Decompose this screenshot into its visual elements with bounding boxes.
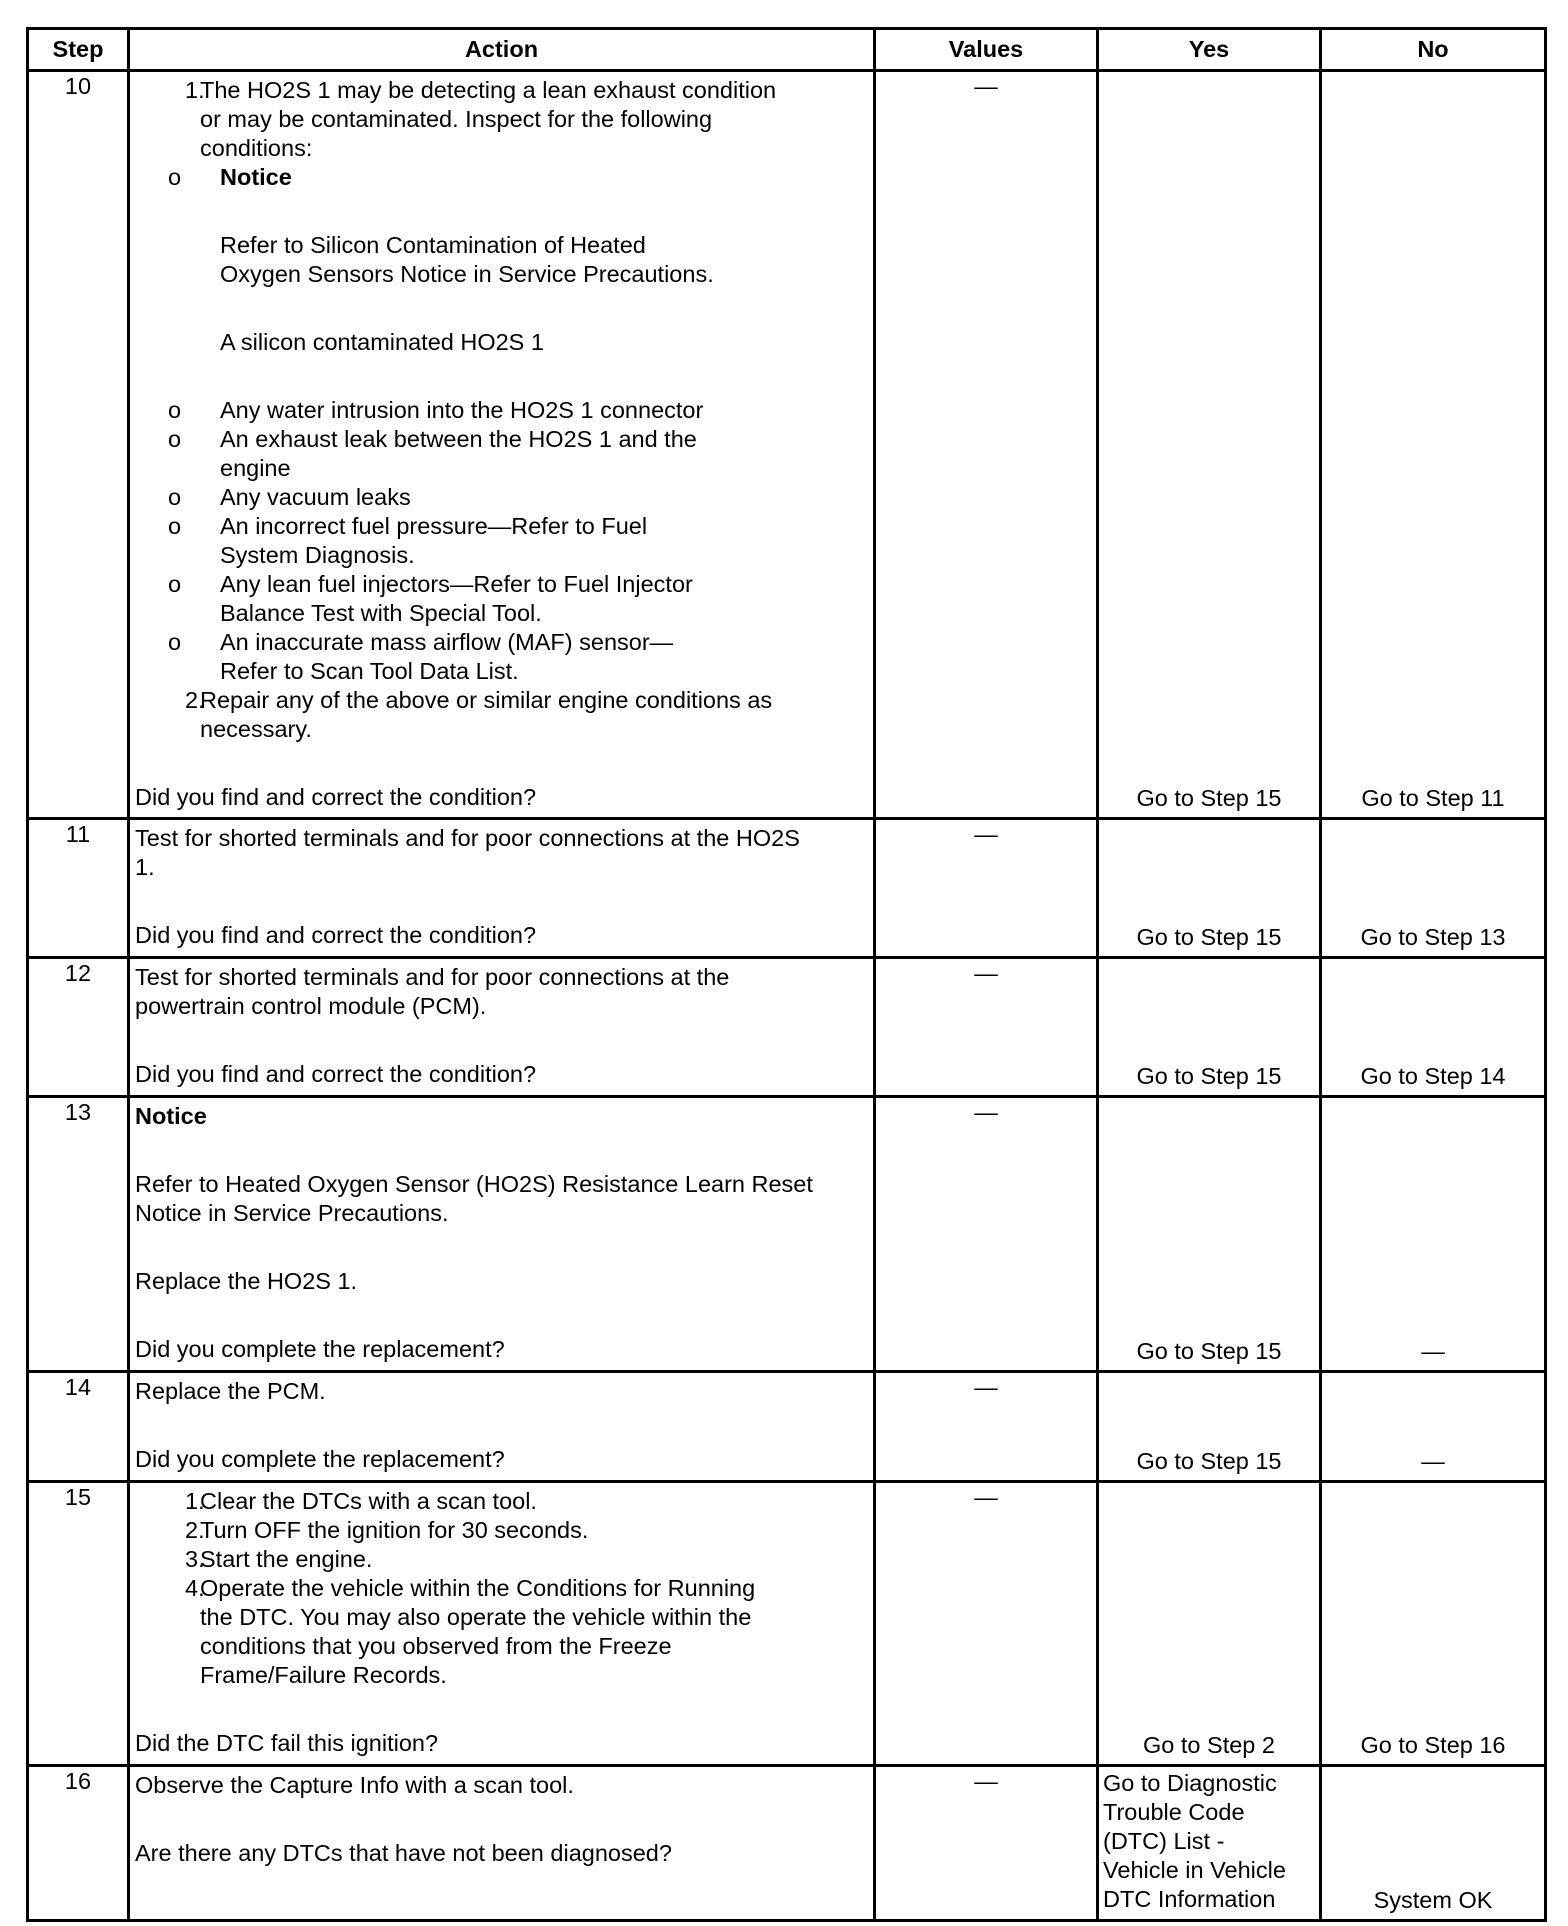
no-cell: Go to Step 11 [1321,71,1546,819]
list-item: 2. Repair any of the above or similar engine conditions as necessary. [185,687,773,742]
header-action: Action [129,29,875,71]
no-cell: — [1321,1372,1546,1482]
yes-cell: Go to Step 15 [1098,958,1321,1097]
yes-cell: Go to Diagnostic Trouble Code (DTC) List - Vehicle in Vehicle DTC Information [1098,1766,1321,1921]
step-number: 14 [28,1372,129,1482]
values-cell: — [875,71,1098,819]
bullet-icon: o [168,397,182,423]
question-text: Are there any DTCs that have not been diagnosed? [135,1840,672,1866]
yes-cell: Go to Step 15 [1098,1097,1321,1372]
table-row-step-10 [28,71,1546,819]
table-row-step-14 [28,1372,1546,1482]
list-item: 4. Operate the vehicle within the Conditions for Running the DTC. You may also operate the vehicle within the conditions that you observed from the Freeze Frame/Failure Records. [185,1575,756,1688]
header-no: No [1321,29,1546,71]
yes-cell: Go to Step 15 [1098,819,1321,958]
values-cell: — [875,1766,1098,1921]
yes-cell: Go to Step 2 [1098,1482,1321,1766]
step-number: 13 [28,1097,129,1372]
list-item: 3. Start the engine. [185,1546,373,1572]
question-text: Did the DTC fail this ignition? [135,1730,439,1756]
action-cell: Replace the PCM. Did you complete the replacement? [129,1372,875,1482]
no-cell: Go to Step 14 [1321,958,1546,1097]
bullet-icon: o [168,484,182,510]
table-row-step-12 [28,958,1546,1097]
table-row-step-15 [28,1482,1546,1766]
values-cell: — [875,958,1098,1097]
table-row-step-16 [28,1766,1546,1921]
no-cell: System OK [1321,1766,1546,1921]
no-cell: Go to Step 16 [1321,1482,1546,1766]
action-cell: Notice Refer to Heated Oxygen Sensor (HO2S) Resistance Learn Reset Notice in Service Precautions. Replace the HO2S 1. Did you complete the replacement? [129,1097,875,1372]
step-number: 11 [28,819,129,958]
yes-cell: Go to Step 15 [1098,71,1321,819]
question-text: Did you complete the replacement? [135,1446,505,1472]
values-cell: — [875,1097,1098,1372]
question-text: Did you find and correct the condition? [135,784,537,810]
bullet-icon: o [168,629,182,655]
no-cell: — [1321,1097,1546,1372]
header-values: Values [875,29,1098,71]
yes-cell: Go to Step 15 [1098,1372,1321,1482]
bullet-icon: o [168,164,182,190]
table-row-step-13 [28,1097,1546,1372]
list-item: 1. Clear the DTCs with a scan tool. [185,1488,537,1514]
action-cell: Observe the Capture Info with a scan tool. Are there any DTCs that have not been diagnosed? [129,1766,875,1921]
list-item: 1. The HO2S 1 may be detecting a lean exhaust condition or may be contaminated. Inspect for the following conditions: o Notice Refer to Silicon Contamination of Heated Oxygen Sensors Notice in Service Precautions. A silicon contaminated HO2S 1 o Any water intrusion into the HO2S 1 connector o An exhaust leak between the HO2S 1 and the engine o Any vacuum leaks o An incorrect fuel pressure—Refer to Fuel System Diagnosis. o Any lean fuel injectors—Refer to Fuel Injector Balance Test with Special Tool. o An inaccurate mass airflow (MAF) sensor— Refer to Scan Tool Data List. [135,76,865,686]
step-number: 10 [28,71,129,819]
values-cell: — [875,1482,1098,1766]
notice-label: Notice [135,1103,207,1129]
values-cell: — [875,1372,1098,1482]
bullet-icon: o [168,513,182,539]
action-cell: Test for shorted terminals and for poor connections at the HO2S 1. Did you find and correct the condition? [129,819,875,958]
table-row-step-11 [28,819,1546,958]
header-row [28,29,1546,71]
values-cell: — [875,819,1098,958]
bullet-icon: o [168,426,182,452]
list-item: 2. Turn OFF the ignition for 30 seconds. [185,1517,589,1543]
action-cell: Test for shorted terminals and for poor connections at the powertrain control module (PCM). Did you find and correct the condition? [129,958,875,1097]
step-number: 16 [28,1766,129,1921]
notice-label: Notice [220,164,292,190]
header-step: Step [28,29,129,71]
no-cell: Go to Step 13 [1321,819,1546,958]
question-text: Did you complete the replacement? [135,1336,505,1362]
action-cell [129,71,875,819]
bullet-icon: o [168,571,182,597]
action-cell [129,1482,875,1766]
question-text: Did you find and correct the condition? [135,922,537,948]
diagnostic-table [26,27,1547,1922]
step-number: 12 [28,958,129,1097]
question-text: Did you find and correct the condition? [135,1061,537,1087]
step-number: 15 [28,1482,129,1766]
header-yes: Yes [1098,29,1321,71]
